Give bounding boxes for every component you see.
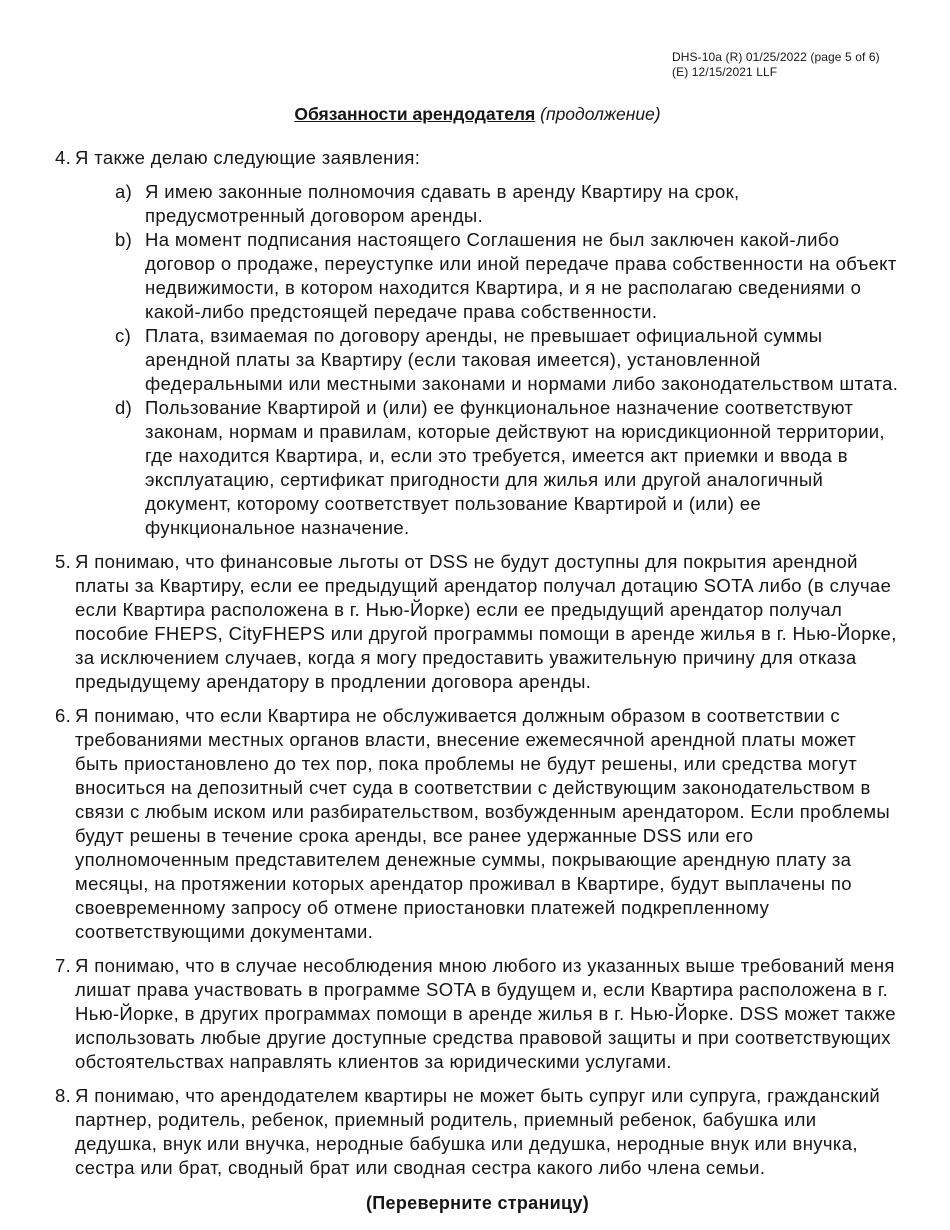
subitem-d xyxy=(115,396,900,540)
page-title-continuation: (продолжение) xyxy=(535,104,661,124)
page-title-main: Обязанности арендодателя xyxy=(294,104,536,124)
page-title xyxy=(55,104,900,125)
subitem-c-text: Плата, взимаемая по договору аренды, не превышает официальной суммы арендной платы за Квартиру (если таковая имеется), установленной федеральными или местными законами и нормами либо законодательством штата. xyxy=(145,325,899,394)
turn-page-note: (Переверните страницу) xyxy=(366,1193,589,1213)
form-header xyxy=(672,50,880,80)
item-5-text: Я понимаю, что финансовые льготы от DSS не будут доступны для покрытия арендной платы за Квартиру, если ее предыдущий арендатор получал дотацию SOTA либо (в случае если Квартира расположена в г. Нью-Йорке) если ее предыдущий арендатор получал пособие FHEPS, CityFHEPS или другой программы помощи в аренде жилья в г. Нью-Йорке, за исключением случаев, когда я могу предоставить уважительную причину для отказа предыдущему арендатору в продлении договора аренды. xyxy=(75,551,897,692)
item-4-number: 4. xyxy=(55,147,72,168)
item-4-text: Я также делаю следующие заявления: xyxy=(75,147,421,168)
subitem-c-letter: c) xyxy=(115,325,132,346)
subitem-b-letter: b) xyxy=(115,229,133,250)
item-8-number: 8. xyxy=(55,1085,72,1106)
list-item-5 xyxy=(55,550,900,694)
list-item-6 xyxy=(55,704,900,944)
subitem-d-letter: d) xyxy=(115,397,133,418)
list-item-7 xyxy=(55,954,900,1074)
list-item-4 xyxy=(55,146,900,540)
subitem-d-text: Пользование Квартирой и (или) ее функциональное назначение соответствуют законам, нормам и правилам, которые действуют на юрисдикционной территории, где находится Квартира, и, если это требуется, имеется акт приемки и ввода в эксплуатацию, сертификат пригодности для жилья или другой аналогичный документ, которому соответствует пользование Квартирой и (или) ее функциональное назначение. xyxy=(145,397,885,538)
subitem-a-text: Я имею законные полномочия сдавать в аренду Квартиру на срок, предусмотренный договором аренды. xyxy=(145,181,740,226)
list-item-8 xyxy=(55,1084,900,1180)
item-7-number: 7. xyxy=(55,955,72,976)
form-edition-code: (E) 12/15/2021 LLF xyxy=(672,65,778,79)
item-7-text: Я понимаю, что в случае несоблюдения мною любого из указанных выше требований меня лишат права участвовать в программе SOTA в будущем и, если Квартира расположена в г. Нью-Йорке, в других программах помощи в аренде жилья в г. Нью-Йорке. DSS может также использовать любые другие доступные средства правовой защиты и при соответствующих обстоятельствах направлять клиентов за юридическими услугами. xyxy=(75,955,896,1072)
subitem-b xyxy=(115,228,900,324)
item-4-subitems xyxy=(115,180,900,540)
document-body xyxy=(55,146,900,1180)
subitem-c xyxy=(115,324,900,396)
subitem-a xyxy=(115,180,900,228)
subitem-a-letter: a) xyxy=(115,181,133,202)
item-5-number: 5. xyxy=(55,551,72,572)
item-6-text: Я понимаю, что если Квартира не обслуживается должным образом в соответствии с требованиями местных органов власти, внесение ежемесячной арендной платы может быть приостановлено до тех пор, пока проблемы не будут решены, или средства могут вноситься на депозитный счет суда в соответствии с действующим законодательством в связи с любым иском или разбирательством, возбужденным арендатором. Если проблемы будут решены в течение срока аренды, все ранее удержанные DSS или его уполномоченным представителем денежные суммы, покрывающие арендную плату за месяцы, на протяжении которых арендатор проживал в Квартире, будут выплачены по своевременному запросу об отмене приостановки платежей подкрепленному соответствующими документами. xyxy=(75,705,891,942)
item-8-text: Я понимаю, что арендодателем квартиры не может быть супруг или супруга, гражданский партнер, родитель, ребенок, приемный родитель, приемный ребенок, бабушка или дедушка, внук или внучка, неродные бабушка или дедушка, неродные внук или внучка, сестра или брат, сводный брат или сводная сестра какого либо члена семьи. xyxy=(75,1085,881,1178)
item-6-number: 6. xyxy=(55,705,72,726)
item-4-body xyxy=(75,146,900,540)
subitem-b-text: На момент подписания настоящего Соглашения не был заключен какой-либо договор о продаже, переуступке или иной передаче права собственности на объект недвижимости, в котором находится Квартира, и я не располагаю сведениями о какой-либо предстоящей передаче права собственности. xyxy=(145,229,897,322)
form-number-revision: DHS-10a (R) 01/25/2022 (page 5 of 6) xyxy=(672,50,880,64)
